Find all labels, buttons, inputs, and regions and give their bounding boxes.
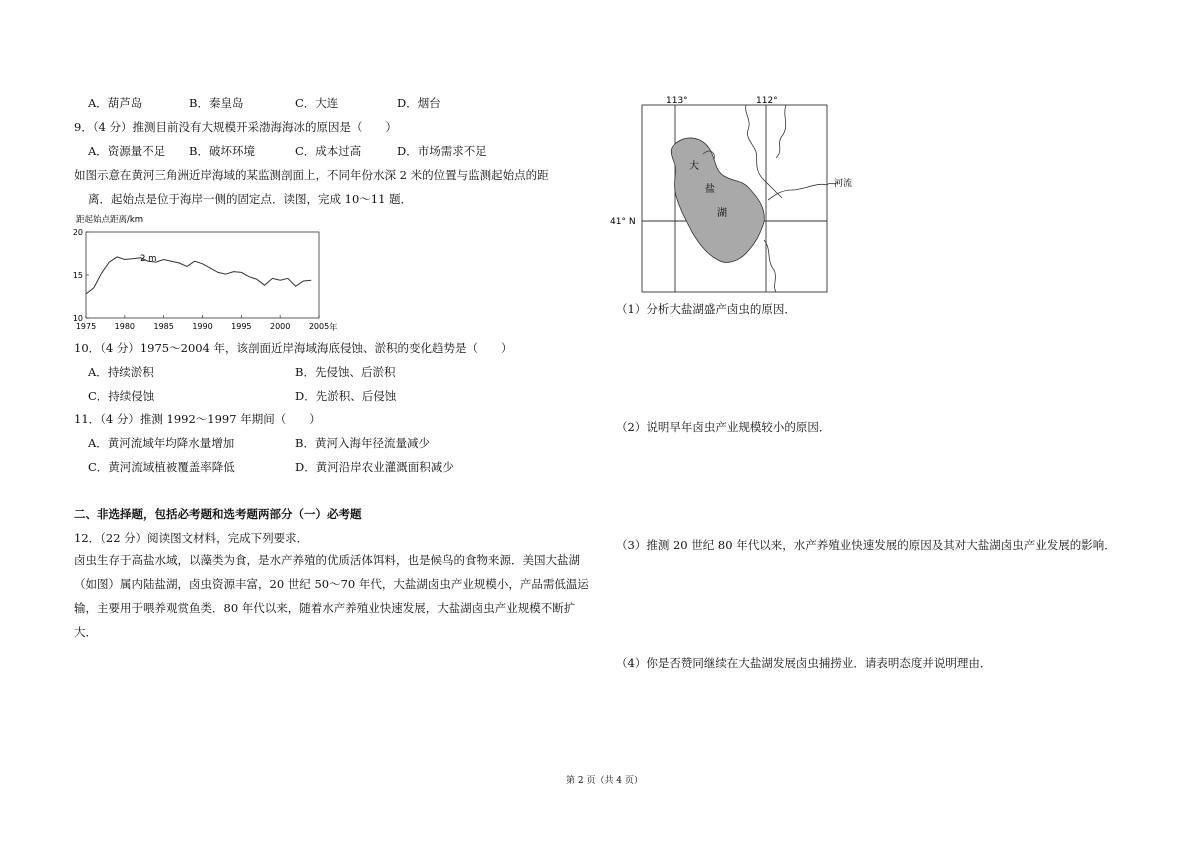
chart-ylabel: 距起始点距离/km: [76, 215, 144, 225]
great-salt-lake-shape: [671, 138, 764, 262]
section2-title: 二、非选择题，包括必考题和选考题两部分（一）必考题: [74, 507, 362, 521]
q10-option-d: D．先淤积、后侵蚀: [295, 389, 397, 403]
great-salt-lake-map: [606, 90, 866, 300]
map-lon-left: 113°: [666, 96, 688, 106]
river-north: [776, 105, 786, 158]
chart-x-unit: 年: [329, 323, 338, 333]
lake-label-char-3: 湖: [717, 208, 727, 219]
q11-stem: 11．（4 分）推测 1992～1997 年期间（ ）: [74, 412, 321, 426]
q11-option-a: A．黄河流域年均降水量增加: [88, 436, 235, 450]
q10-option-a: A．持续淤积: [88, 365, 154, 379]
chart-plot-frame: [86, 232, 319, 318]
q8-option-a: A．葫芦岛: [88, 96, 143, 110]
chart-xtick-label: 2000: [269, 322, 291, 331]
subquestion-3: （3）推测 20 世纪 80 年代以来，水产养殖业快速发展的原因及其对大盐湖卤虫产业发展的影响．: [616, 538, 1116, 552]
lake-label-char-2: 盐: [705, 184, 715, 195]
chart-series-line: [86, 257, 311, 294]
map-lat-label: 41° N: [610, 217, 636, 227]
q9-option-c: C．成本过高: [295, 144, 362, 158]
q10-option-b: B．先侵蚀、后淤积: [295, 365, 396, 379]
chart-ytick-label: 20: [72, 228, 83, 237]
q10-option-c: C．持续侵蚀: [88, 389, 155, 403]
subquestion-4: （4）你是否赞同继续在大盐湖发展卤虫捕捞业．请表明态度并说明理由．: [616, 656, 992, 670]
q9-stem: 9．（4 分）推测目前没有大规模开采渤海海冰的原因是（ ）: [74, 120, 398, 134]
q8-option-c: C．大连: [295, 96, 339, 110]
q8-option-b: B．秦皇岛: [189, 96, 244, 110]
chart-series-label: 2 m: [140, 254, 157, 264]
q11-option-d: D．黄河沿岸农业灌溉面积减少: [295, 460, 454, 474]
q10-stem: 10．（4 分）1975～2004 年，该剖面近岸海域海底侵蚀、淤积的变化趋势是（ ）: [74, 341, 513, 355]
q12-material: 卤虫生存于高盐水域，以藻类为食，是水产养殖的优质活体饵料，也是候鸟的食物来源．美国大盐湖（如图）属内陆盐湖，卤虫资源丰富，20 世纪 50～70 年代，大盐湖卤虫产业规模小，产品需低温运输，主要用于喂养观赏鱼类．80 年代以来，随着水产养殖业快速发展，大盐湖卤虫产业规模不断扩大．: [74, 553, 589, 639]
river-weber: [768, 184, 827, 200]
river-bear: [746, 105, 782, 198]
chart-xtick-label: 1990: [192, 322, 213, 331]
map-lon-right: 112°: [756, 96, 778, 106]
map-river-label: 河流: [834, 179, 853, 189]
q9-option-b: B．破坏环境: [189, 144, 255, 158]
chart-ytick-label: 15: [72, 271, 83, 280]
chart-xtick-label: 1985: [153, 322, 174, 331]
subquestion-2: （2）说明早年卤虫产业规模较小的原因．: [616, 420, 831, 434]
chart-xtick-label: 1975: [75, 322, 97, 331]
q9-option-a: A．资源量不足: [88, 144, 166, 158]
chart-xtick-label: 1980: [114, 322, 136, 331]
subquestion-1: （1）分析大盐湖盛产卤虫的原因．: [616, 302, 796, 316]
depth-distance-chart: [70, 212, 360, 336]
q12-stem: 12．（22 分）阅读图文材料，完成下列要求．: [74, 531, 309, 545]
page-footer: 第 2 页（共 4 页）: [566, 776, 643, 786]
q11-option-b: B．黄河入海年径流量减少: [295, 436, 430, 450]
chart-xtick-label: 2005: [308, 322, 330, 331]
q11-option-c: C．黄河流域植被覆盖率降低: [88, 460, 235, 474]
lake-label-char-1: 大: [689, 161, 699, 172]
chart-ytick-label: 10: [72, 314, 83, 323]
chart-xtick-label: 1995: [231, 322, 252, 331]
intro-line-2: 离．起始点是位于海岸一侧的固定点．读图，完成 10～11 题．: [88, 192, 413, 206]
q8-option-d: D．烟台: [397, 96, 441, 110]
intro-line-1: 如图示意在黄河三角洲近岸海域的某监测剖面上，不同年份水深 2 米的位置与监测起始点的距: [74, 168, 549, 182]
q9-option-d: D．市场需求不足: [397, 144, 487, 158]
